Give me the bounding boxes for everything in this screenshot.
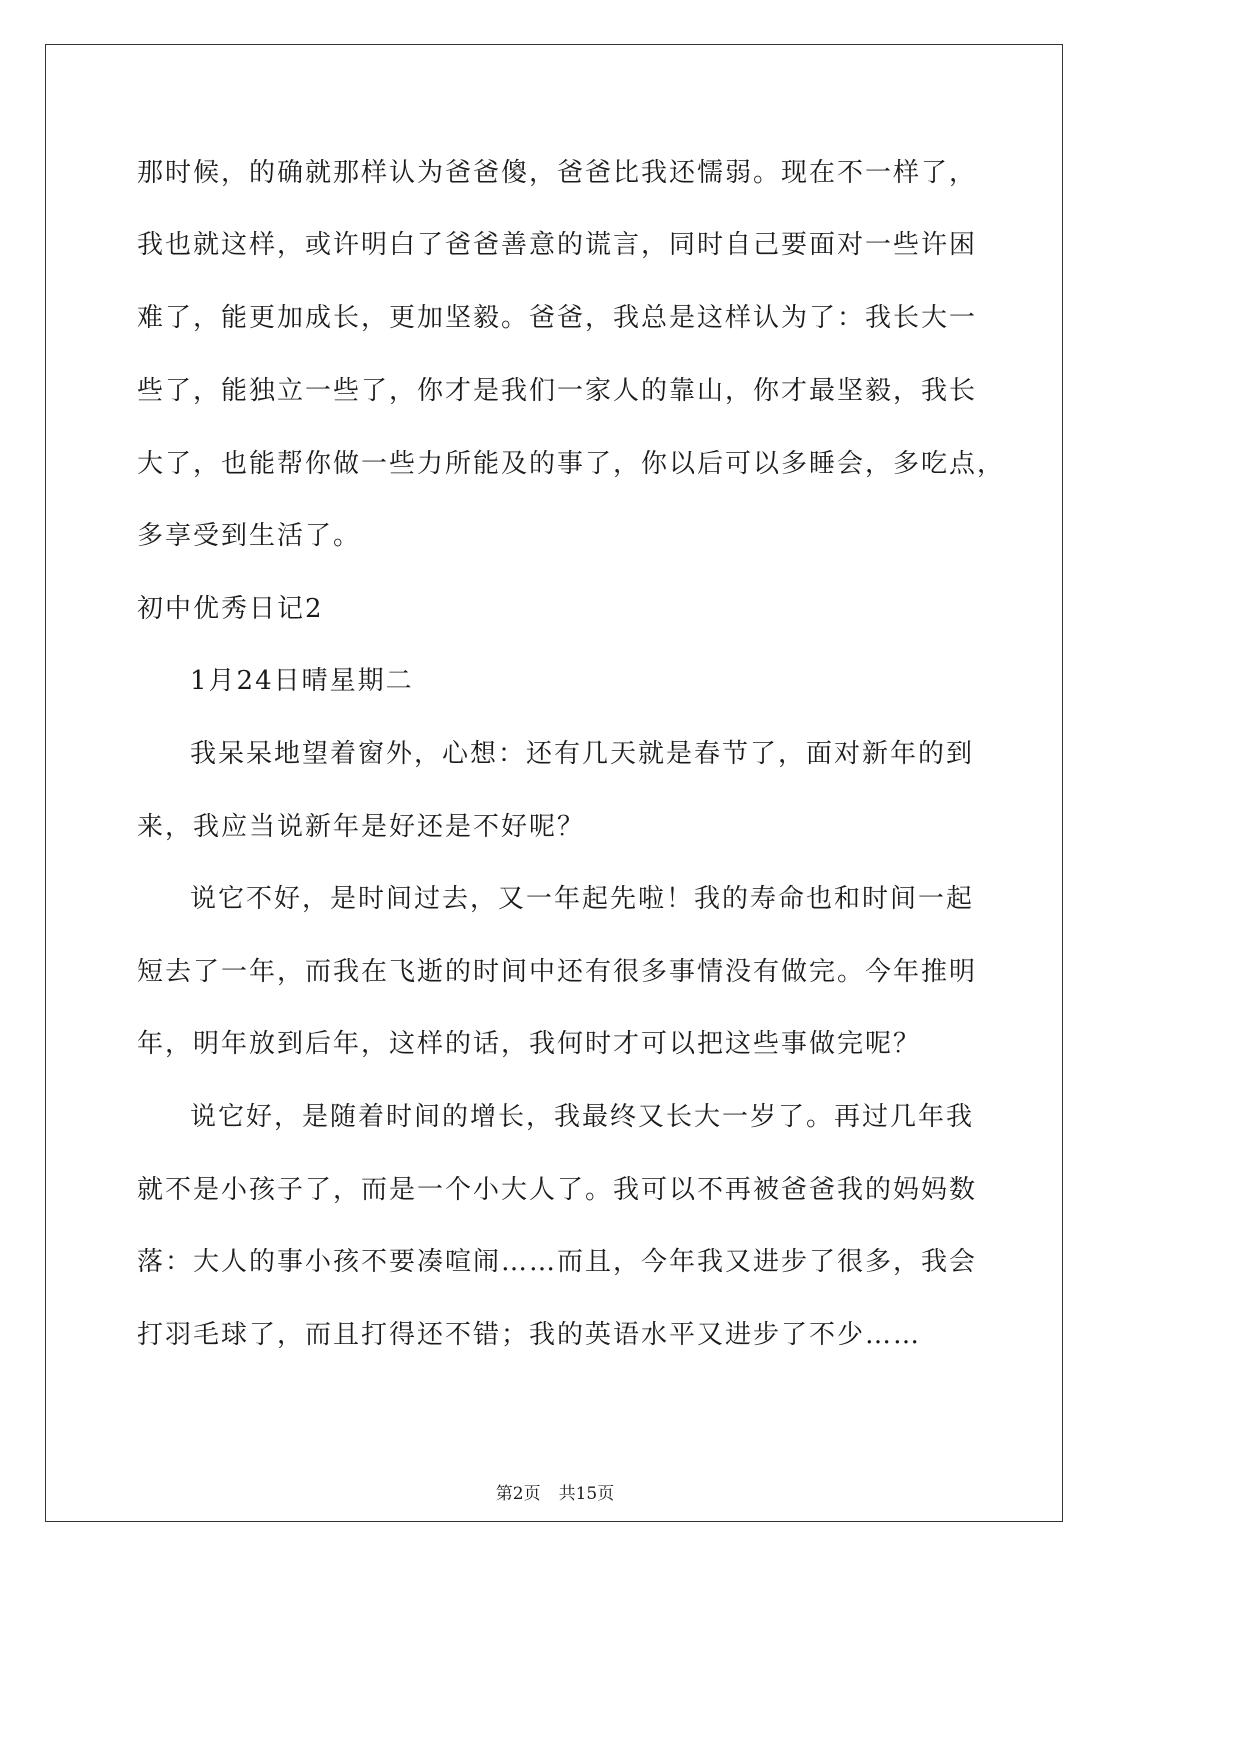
text-line: 我也就这样，或许明白了爸爸善意的谎言，同时自己要面对一些许困 — [137, 230, 978, 260]
text-line: 说它不好，是时间过去，又一年起先啦！我的寿命也和时间一起 — [190, 884, 975, 914]
text-line: 我呆呆地望着窗外，心想：还有几天就是春节了，面对新年的到 — [190, 739, 975, 769]
text-line: 说它好，是随着时间的增长，我最终又长大一岁了。再过几年我 — [190, 1102, 975, 1132]
section-heading: 初中优秀日记2 — [137, 594, 324, 624]
text-line: 多享受到生活了。 — [137, 521, 362, 551]
page-footer — [0, 1483, 1110, 1505]
page-total: 共15页 — [558, 1484, 615, 1504]
text-line: 那时候，的确就那样认为爸爸傻，爸爸比我还懦弱。现在不一样了， — [137, 158, 978, 188]
text-line: 就不是小孩子了，而是一个小大人了。我可以不再被爸爸我的妈妈数 — [137, 1175, 978, 1205]
text-line: 年，明年放到后年，这样的话，我何时才可以把这些事做完呢？ — [137, 1029, 922, 1059]
text-line: 落：大人的事小孩不要凑喧闹……而且，今年我又进步了很多，我会 — [137, 1247, 978, 1277]
text-line: 些了，能独立一些了，你才是我们一家人的靠山，你才最坚毅，我长 — [137, 376, 978, 406]
text-line: 大了，也能帮你做一些力所能及的事了，你以后可以多睡会，多吃点， — [137, 449, 1006, 479]
page-border — [45, 44, 1063, 1522]
page-number: 第2页 — [495, 1484, 541, 1504]
date-line: 1月24日晴星期二 — [190, 666, 414, 696]
text-line: 难了，能更加成长，更加坚毅。爸爸，我总是这样认为了：我长大一 — [137, 303, 978, 333]
text-line: 打羽毛球了，而且打得还不错；我的英语水平又进步了不少…… — [137, 1320, 922, 1350]
text-line: 来，我应当说新年是好还是不好呢？ — [137, 812, 586, 842]
text-line: 短去了一年，而我在飞逝的时间中还有很多事情没有做完。今年推明 — [137, 957, 978, 987]
